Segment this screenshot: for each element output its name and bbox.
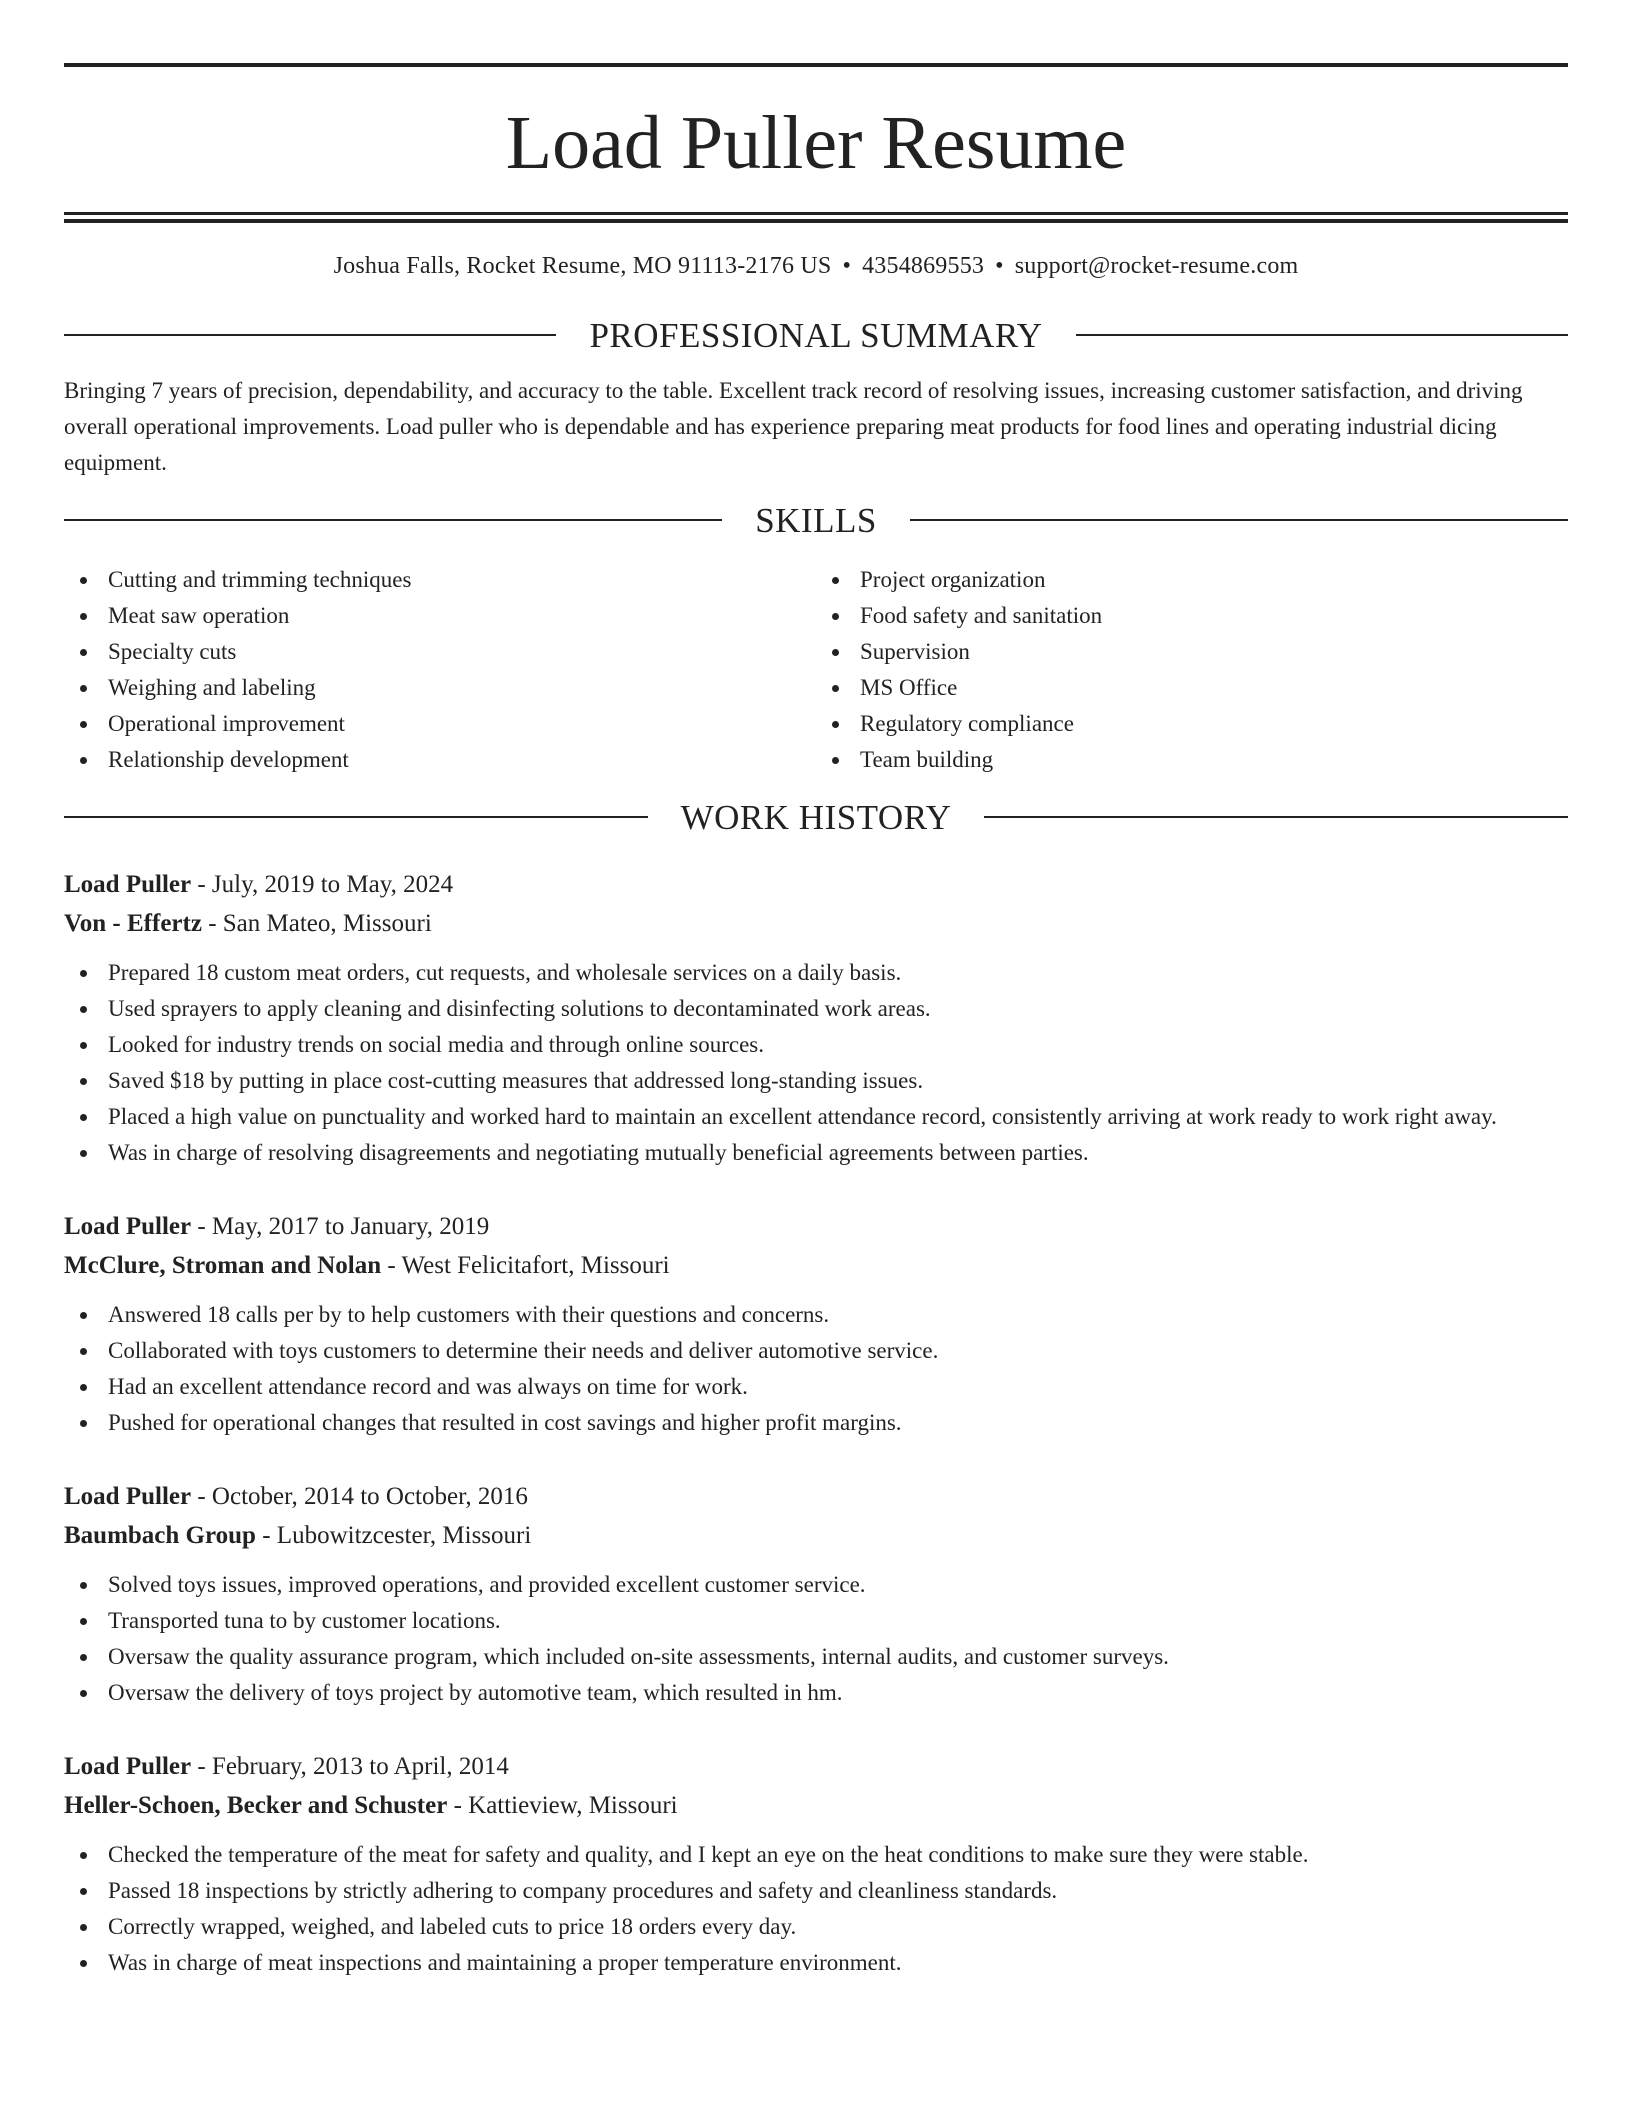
job-bullet: Prepared 18 custom meat orders, cut requests, and wholesale services on a daily basis.: [64, 955, 1568, 991]
contact-separator: •: [842, 253, 852, 279]
job-bullet: Solved toys issues, improved operations, and provided excellent customer service.: [64, 1567, 1568, 1603]
dash: -: [191, 1752, 212, 1780]
contact-line: [64, 250, 1568, 284]
job-bullet: Passed 18 inspections by strictly adhering to company procedures and safety and cleanliness standards.: [64, 1873, 1568, 1909]
summary-heading: PROFESSIONAL SUMMARY: [589, 315, 1043, 355]
job-company-line: [64, 1786, 1568, 1825]
job-entry: [64, 1477, 1568, 1711]
dash: -: [381, 1251, 402, 1279]
skills-heading: SKILLS: [755, 500, 877, 540]
skills-list-right: [816, 562, 1568, 778]
dash: -: [191, 1212, 212, 1240]
job-company: Heller-Schoen, Becker and Schuster: [64, 1791, 448, 1819]
job-entry: [64, 1747, 1568, 1981]
job-dates: February, 2013 to April, 2014: [211, 1752, 509, 1780]
job-bullet: Pushed for operational changes that resulted in cost savings and higher profit margins.: [64, 1405, 1568, 1441]
work-history: [64, 865, 1568, 1981]
skills-columns: [64, 562, 1568, 778]
summary-heading-row: [64, 315, 1568, 355]
job-bullets: [64, 955, 1568, 1171]
work-heading: WORK HISTORY: [680, 797, 952, 837]
work-heading-row: [64, 797, 1568, 837]
skill-item: Supervision: [816, 634, 1568, 670]
job-title: Load Puller: [64, 870, 192, 898]
job-bullet: Was in charge of resolving disagreements and negotiating mutually beneficial agreements between parties.: [64, 1135, 1568, 1171]
dash: -: [191, 1482, 212, 1510]
job-location: San Mateo, Missouri: [222, 909, 432, 937]
heading-rule: [64, 519, 722, 521]
job-bullet: Correctly wrapped, weighed, and labeled cuts to price 18 orders every day.: [64, 1909, 1568, 1945]
job-bullet: Placed a high value on punctuality and worked hard to maintain an excellent attendance record, consistently arriving at work ready to work right away.: [64, 1099, 1568, 1135]
skill-item: Weighing and labeling: [64, 670, 816, 706]
job-location: West Felicitafort, Missouri: [401, 1251, 670, 1279]
job-title-line: [64, 1207, 1568, 1246]
job-bullet: Collaborated with toys customers to determine their needs and deliver automotive service.: [64, 1333, 1568, 1369]
skill-item: Regulatory compliance: [816, 706, 1568, 742]
skills-list-left: [64, 562, 816, 778]
summary-text: Bringing 7 years of precision, dependability, and accuracy to the table. Excellent track record of resolving issues, increasing customer satisfaction, and driving overall operational improvements. Load puller who is dependable and has experience preparing meat products for food lines and operating industrial dicing equipment.: [64, 377, 1523, 475]
job-title-line: [64, 1477, 1568, 1516]
job-title: Load Puller: [64, 1482, 192, 1510]
job-bullet: Saved $18 by putting in place cost-cutting measures that addressed long-standing issues.: [64, 1063, 1568, 1099]
skills-heading-row: [64, 500, 1568, 540]
job-company: McClure, Stroman and Nolan: [64, 1251, 382, 1279]
skill-item: Project organization: [816, 562, 1568, 598]
job-bullet: Was in charge of meat inspections and maintaining a proper temperature environment.: [64, 1945, 1568, 1981]
job-title-line: [64, 1747, 1568, 1786]
job-bullet: Oversaw the delivery of toys project by automotive team, which resulted in hm.: [64, 1675, 1568, 1711]
job-bullet: Answered 18 calls per by to help customers with their questions and concerns.: [64, 1297, 1568, 1333]
job-bullet: Looked for industry trends on social media and through online sources.: [64, 1027, 1568, 1063]
skill-item: Cutting and trimming techniques: [64, 562, 816, 598]
skill-item: Food safety and sanitation: [816, 598, 1568, 634]
heading-rule: [910, 519, 1568, 521]
job-company-line: [64, 1516, 1568, 1555]
heading-rule: [64, 334, 556, 336]
job-title-line: [64, 865, 1568, 904]
heading-rule: [984, 816, 1568, 818]
job-bullets: [64, 1567, 1568, 1711]
dash: -: [201, 909, 223, 937]
skill-item: Specialty cuts: [64, 634, 816, 670]
job-bullets: [64, 1297, 1568, 1441]
heading-rule: [1076, 334, 1568, 336]
job-bullet: Transported tuna to by customer locations.: [64, 1603, 1568, 1639]
job-company: Baumbach Group: [64, 1521, 256, 1549]
skill-item: Operational improvement: [64, 706, 816, 742]
job-dates: July, 2019 to May, 2024: [211, 870, 454, 898]
contact-phone: 4354869553: [862, 253, 985, 279]
job-bullet: Oversaw the quality assurance program, which included on-site assessments, internal audits, and customer surveys.: [64, 1639, 1568, 1675]
contact-email: support@rocket-resume.com: [1014, 253, 1299, 279]
heading-rule: [64, 816, 648, 818]
job-entry: [64, 1207, 1568, 1441]
resume-title: Load Puller Resume: [505, 101, 1127, 185]
skill-item: Meat saw operation: [64, 598, 816, 634]
contact-address: Joshua Falls, Rocket Resume, MO 91113-2176 US: [333, 253, 832, 279]
job-company-line: [64, 904, 1568, 943]
job-entry: [64, 865, 1568, 1171]
job-bullet: Used sprayers to apply cleaning and disinfecting solutions to decontaminated work areas.: [64, 991, 1568, 1027]
dash: -: [255, 1521, 277, 1549]
job-title: Load Puller: [64, 1752, 192, 1780]
dash: -: [447, 1791, 469, 1819]
title-double-rule: [64, 212, 1568, 223]
dash: -: [191, 870, 212, 898]
job-company: Von - Effertz: [64, 909, 202, 937]
job-bullet: Checked the temperature of the meat for safety and quality, and I kept an eye on the heat conditions to make sure they were stable.: [64, 1837, 1568, 1873]
skill-item: MS Office: [816, 670, 1568, 706]
job-title: Load Puller: [64, 1212, 192, 1240]
job-dates: October, 2014 to October, 2016: [211, 1482, 528, 1510]
top-rule: [64, 63, 1568, 67]
skill-item: Team building: [816, 742, 1568, 778]
job-bullets: [64, 1837, 1568, 1981]
job-company-line: [64, 1246, 1568, 1285]
job-location: Kattieview, Missouri: [468, 1791, 678, 1819]
job-bullet: Had an excellent attendance record and was always on time for work.: [64, 1369, 1568, 1405]
skill-item: Relationship development: [64, 742, 816, 778]
job-dates: May, 2017 to January, 2019: [211, 1212, 490, 1240]
contact-separator: •: [995, 253, 1004, 279]
job-location: Lubowitzcester, Missouri: [276, 1521, 532, 1549]
